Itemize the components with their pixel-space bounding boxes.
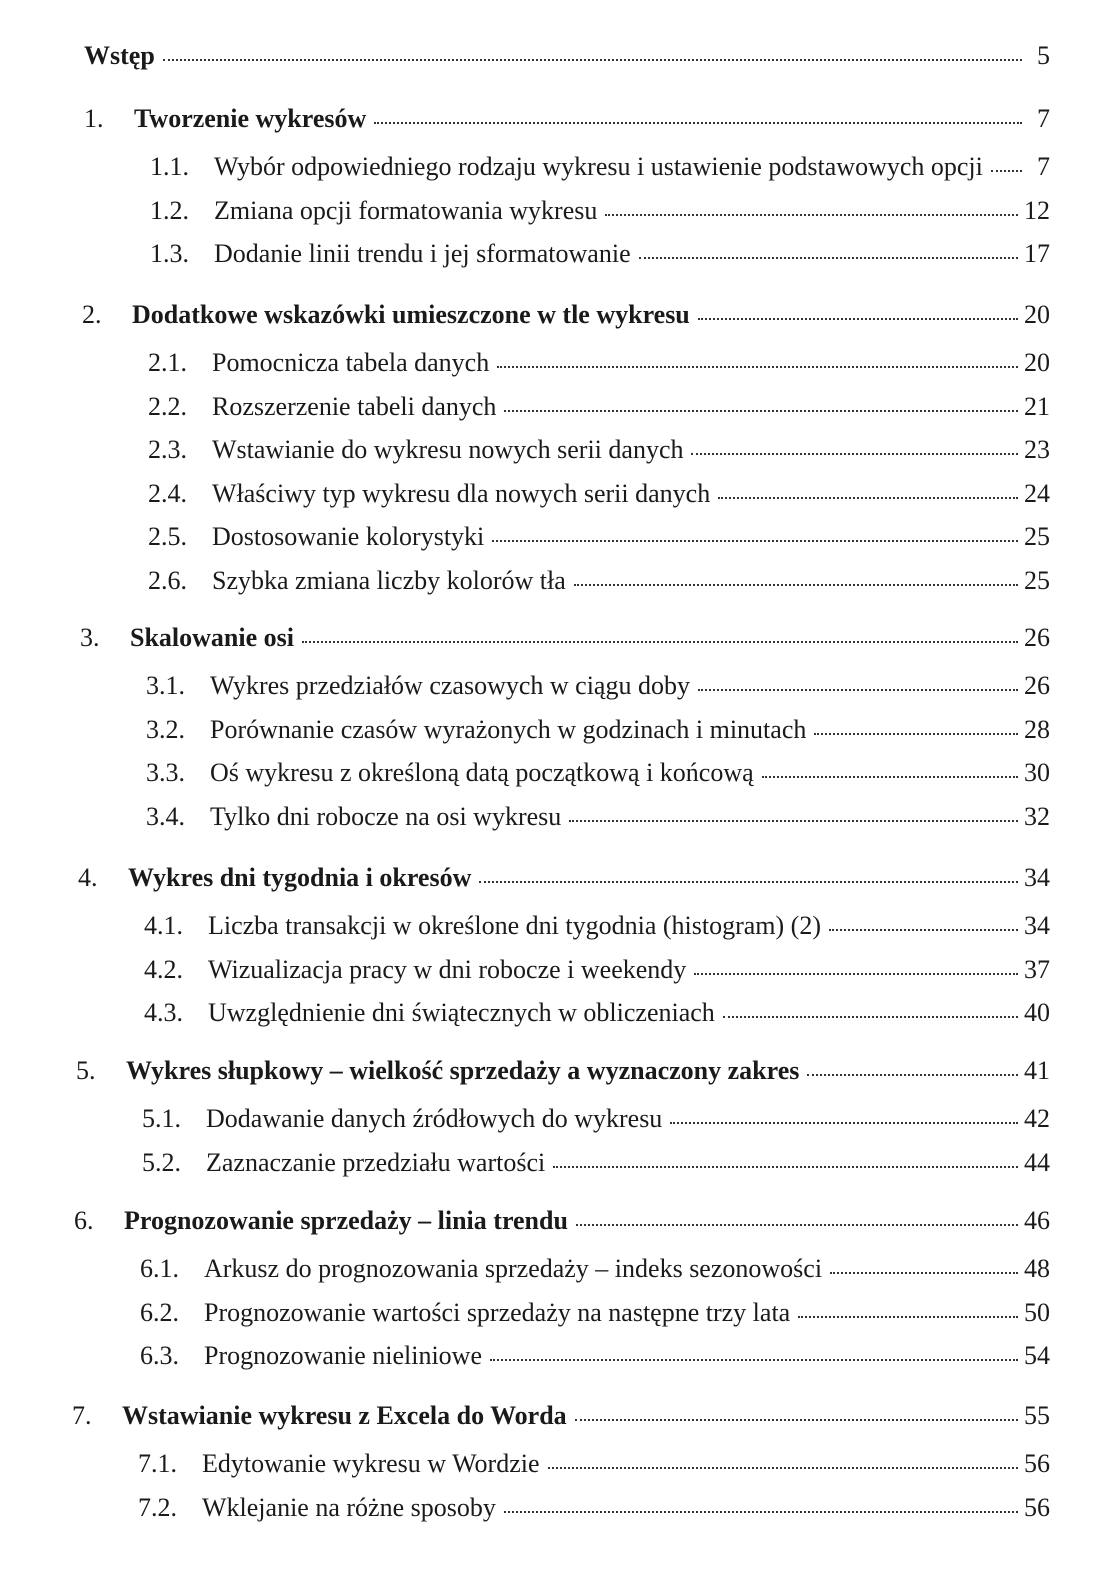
toc-section-number: 2.6.	[148, 566, 187, 595]
toc-chapter-number: 7.	[72, 1401, 92, 1430]
toc-section-title: Edytowanie wykresu w Wordzie	[202, 1449, 540, 1478]
toc-section-page: 20	[1024, 348, 1050, 377]
toc-section	[150, 195, 1050, 227]
toc-chapter-title: Prognozowanie sprzedaży – linia trendu	[124, 1206, 568, 1235]
toc-section	[138, 1448, 1050, 1480]
leader-dots	[576, 1222, 1018, 1226]
toc-section-page: 44	[1024, 1147, 1050, 1177]
toc-chapter-page: 7	[1037, 104, 1050, 133]
toc-section-number: 7.1.	[138, 1449, 177, 1478]
toc-section-page: 25	[1024, 566, 1050, 595]
toc-section-number: 2.2.	[148, 391, 187, 421]
toc-chapter-title: Wykres słupkowy – wielkość sprzedaży a wyznaczony zakres	[126, 1056, 800, 1085]
toc-section-title: Dostosowanie kolorystyki	[212, 522, 485, 552]
toc-section	[144, 910, 1050, 942]
toc-section-page: 48	[1024, 1254, 1050, 1283]
toc-chapter-number: 4.	[78, 863, 98, 892]
leader-dots	[374, 120, 1022, 124]
toc-chapter	[74, 1205, 1050, 1237]
toc-section-number: 1.2.	[150, 195, 189, 225]
toc-chapter-title: Wstawianie wykresu z Excela do Worda	[122, 1401, 567, 1430]
toc-chapter-page: 20	[1024, 300, 1050, 329]
toc-chapter-title: Wykres dni tygodnia i okresów	[128, 863, 472, 892]
leader-dots	[490, 1357, 1018, 1361]
toc-chapter	[78, 862, 1050, 894]
toc-intro	[84, 40, 1050, 72]
toc-section	[146, 670, 1050, 702]
toc-chapter-page: 26	[1024, 623, 1050, 652]
toc-section-page: 30	[1024, 758, 1050, 788]
leader-dots	[553, 1164, 1018, 1168]
leader-dots	[698, 687, 1018, 691]
toc-section-page: 40	[1024, 998, 1050, 1028]
toc-section-page: 12	[1024, 195, 1050, 225]
toc-section-number: 5.1.	[142, 1104, 181, 1133]
toc-section	[140, 1340, 1050, 1372]
toc-section-title: Dodanie linii trendu i jej sformatowanie	[214, 239, 631, 269]
toc-chapter-number: 5.	[76, 1056, 96, 1085]
leader-dots	[492, 538, 1018, 542]
leader-dots	[691, 451, 1018, 455]
toc-section	[148, 347, 1050, 379]
toc-section-page: 56	[1024, 1492, 1050, 1522]
toc-section-page: 42	[1024, 1104, 1050, 1133]
toc-section-title: Prognozowanie nieliniowe	[204, 1341, 482, 1371]
toc-section-title: Zmiana opcji formatowania wykresu	[214, 195, 598, 225]
toc-section-title: Wykres przedziałów czasowych w ciągu doby	[210, 671, 690, 700]
toc-section-title: Szybka zmiana liczby kolorów tła	[212, 566, 566, 595]
leader-dots	[479, 879, 1018, 883]
toc-section-number: 4.1.	[144, 911, 183, 940]
toc-chapter-page: 34	[1024, 863, 1050, 892]
toc-section-page: 26	[1024, 671, 1050, 700]
toc-section-page: 17	[1024, 239, 1050, 269]
toc-section-title: Tylko dni robocze na osi wykresu	[210, 801, 562, 831]
toc-section-page: 37	[1024, 954, 1050, 984]
leader-dots	[163, 57, 1022, 61]
toc-section-title: Prognozowanie wartości sprzedaży na następne trzy lata	[204, 1297, 791, 1327]
toc-section-number: 1.3.	[150, 239, 189, 269]
toc-section-title: Dodawanie danych źródłowych do wykresu	[206, 1104, 663, 1133]
toc-chapter-page: 46	[1024, 1206, 1050, 1235]
toc-section-number: 6.3.	[140, 1341, 179, 1371]
toc-section-title: Rozszerzenie tabeli danych	[212, 391, 497, 421]
toc-chapter-page: 41	[1024, 1056, 1050, 1085]
toc-chapter-number: 1.	[84, 104, 104, 133]
toc-section-page: 54	[1024, 1341, 1050, 1371]
toc-section-page: 28	[1024, 714, 1050, 744]
leader-dots	[723, 1014, 1018, 1018]
toc-section	[144, 997, 1050, 1029]
toc-section	[138, 1492, 1050, 1524]
toc-section-number: 5.2.	[142, 1147, 181, 1177]
leader-dots	[497, 364, 1018, 368]
leader-dots	[548, 1465, 1018, 1469]
toc-section-page: 56	[1024, 1449, 1050, 1478]
toc-section	[148, 565, 1050, 597]
toc-section-number: 3.4.	[146, 801, 185, 831]
toc-section-page: 25	[1024, 522, 1050, 552]
leader-dots	[670, 1120, 1018, 1124]
leader-dots	[569, 818, 1018, 822]
toc-section-page: 34	[1024, 911, 1050, 940]
toc-section-title: Zaznaczanie przedziału wartości	[206, 1147, 546, 1177]
toc-section-page: 32	[1024, 801, 1050, 831]
toc-section	[148, 434, 1050, 466]
toc-section	[148, 391, 1050, 423]
toc-section-number: 2.3.	[148, 435, 187, 465]
leader-dots	[829, 927, 1018, 931]
leader-dots	[605, 212, 1018, 216]
toc-chapter	[80, 622, 1050, 654]
toc-section-title: Pomocnicza tabela danych	[212, 348, 490, 377]
leader-dots	[798, 1314, 1018, 1318]
leader-dots	[574, 582, 1018, 586]
toc-section	[146, 757, 1050, 789]
toc-chapter	[72, 1400, 1050, 1432]
toc-chapter	[82, 299, 1050, 331]
toc-section-page: 50	[1024, 1297, 1050, 1327]
toc-section-title: Wstawianie do wykresu nowych serii danych	[212, 435, 684, 465]
leader-dots	[694, 971, 1018, 975]
toc-chapter-page: 55	[1024, 1401, 1050, 1430]
toc-section	[146, 801, 1050, 833]
toc-section-page: 7	[1037, 152, 1050, 181]
leader-dots	[762, 774, 1018, 778]
toc-section-page: 24	[1024, 478, 1050, 508]
toc-section-number: 3.3.	[146, 758, 185, 788]
toc-section-number: 4.3.	[144, 998, 183, 1028]
toc-section-number: 3.2.	[146, 714, 185, 744]
toc-section-title: Porównanie czasów wyrażonych w godzinach i minutach	[210, 714, 807, 744]
toc-chapter-title: Skalowanie osi	[130, 623, 294, 652]
toc-chapter-number: 6.	[74, 1206, 94, 1235]
toc-intro-title: Wstęp	[84, 41, 155, 70]
toc-chapter	[84, 103, 1050, 135]
toc-section-title: Wybór odpowiedniego rodzaju wykresu i ustawienie podstawowych opcji	[214, 152, 983, 181]
toc-section	[142, 1103, 1050, 1135]
toc-section-number: 3.1.	[146, 671, 185, 700]
leader-dots	[575, 1417, 1018, 1421]
toc-section-title: Uwzględnienie dni świątecznych w obliczeniach	[208, 998, 715, 1028]
leader-dots	[718, 495, 1018, 499]
toc-section-number: 1.1.	[150, 152, 189, 181]
leader-dots	[991, 168, 1022, 172]
toc-section-title: Liczba transakcji w określone dni tygodnia (histogram) (2)	[208, 911, 821, 940]
toc-section	[148, 521, 1050, 553]
toc-section	[150, 238, 1050, 270]
toc-section-title: Właściwy typ wykresu dla nowych serii danych	[212, 478, 711, 508]
toc-section-title: Wklejanie na różne sposoby	[202, 1492, 496, 1522]
toc-section	[146, 714, 1050, 746]
leader-dots	[302, 639, 1018, 643]
toc-section-title: Wizualizacja pracy w dni robocze i weekendy	[208, 954, 687, 984]
toc-chapter-number: 3.	[80, 623, 100, 652]
leader-dots	[807, 1072, 1018, 1076]
toc-section-number: 6.2.	[140, 1297, 179, 1327]
toc-section-number: 2.4.	[148, 478, 187, 508]
toc-chapter-title: Dodatkowe wskazówki umieszczone w tle wykresu	[132, 300, 690, 329]
toc-chapter	[76, 1055, 1050, 1087]
toc-section-title: Oś wykresu z określoną datą początkową i końcową	[210, 758, 754, 788]
leader-dots	[504, 408, 1018, 412]
toc-section-number: 6.1.	[140, 1254, 179, 1283]
leader-dots	[504, 1509, 1018, 1513]
toc-section	[144, 954, 1050, 986]
toc-section-page: 21	[1024, 391, 1050, 421]
toc-chapter-title: Tworzenie wykresów	[134, 104, 367, 133]
toc-chapter-number: 2.	[82, 300, 102, 329]
toc-section	[150, 151, 1050, 183]
leader-dots	[639, 255, 1018, 259]
toc-section	[142, 1147, 1050, 1179]
leader-dots	[698, 316, 1018, 320]
toc-section-number: 4.2.	[144, 954, 183, 984]
toc-intro-page: 5	[1037, 41, 1050, 70]
toc-section	[140, 1297, 1050, 1329]
toc-section-number: 2.5.	[148, 522, 187, 552]
toc-section-page: 23	[1024, 435, 1050, 465]
leader-dots	[814, 731, 1018, 735]
toc-section	[148, 478, 1050, 510]
leader-dots	[830, 1270, 1018, 1274]
toc-section-number: 2.1.	[148, 348, 187, 377]
toc-section-number: 7.2.	[138, 1492, 177, 1522]
toc-section	[140, 1253, 1050, 1285]
toc-section-title: Arkusz do prognozowania sprzedaży – indeks sezonowości	[204, 1254, 823, 1283]
